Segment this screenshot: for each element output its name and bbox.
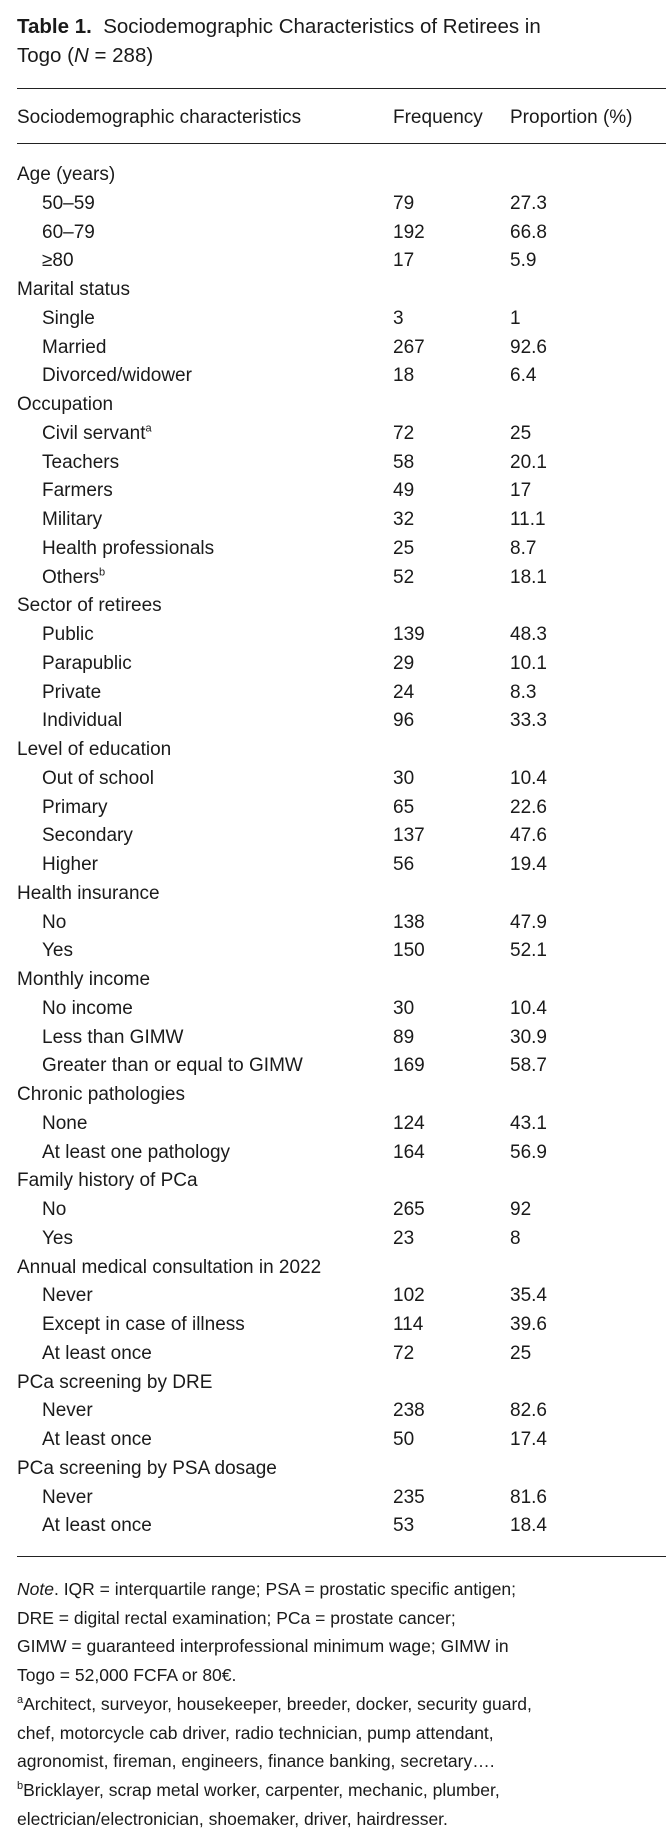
- category-label: [42, 679, 101, 708]
- frequency-cell: 192: [393, 221, 425, 243]
- proportion-cell: 10.1: [510, 652, 547, 674]
- category-text: Parapublic: [42, 652, 132, 674]
- proportion-cell: 48.3: [510, 624, 547, 645]
- header-frequency: Frequency: [393, 107, 483, 128]
- category-label: [42, 851, 98, 880]
- proportion-cell: 5.9: [510, 250, 537, 272]
- category-label: [42, 822, 133, 851]
- footnote-a-line: chef, motorcycle cab driver, radio technician, pump attendant,: [17, 1722, 494, 1743]
- footnote-mark: b: [99, 566, 106, 579]
- footnote-text: Bricklayer, scrap metal worker, carpenter, mechanic, plumber,: [23, 1779, 500, 1800]
- table-row: [0, 1196, 672, 1225]
- proportion-cell: 66.8: [510, 221, 547, 243]
- frequency-cell: 267: [393, 336, 425, 358]
- category-label: [42, 477, 113, 506]
- proportion-cell: 47.6: [510, 825, 547, 847]
- category-text: At least once: [42, 1429, 152, 1450]
- category-label: [42, 1397, 93, 1426]
- header-characteristics: Sociodemographic characteristics: [17, 107, 302, 128]
- proportion-cell: 82.6: [510, 1400, 547, 1422]
- category-label: [42, 362, 192, 391]
- frequency-cell: 235: [393, 1486, 425, 1508]
- category-label: [42, 1311, 245, 1340]
- table-row: [0, 1225, 672, 1254]
- table-row: [0, 707, 672, 736]
- frequency-cell: 96: [393, 710, 415, 732]
- table-row: [0, 1282, 672, 1311]
- category-text: Greater than or equal to GIMW: [42, 1055, 303, 1077]
- table-row: [0, 564, 672, 593]
- sample-size-value: = 288): [88, 44, 154, 67]
- category-label: [42, 1340, 152, 1369]
- group-label: Family history of PCa: [17, 1170, 198, 1192]
- frequency-cell: 89: [393, 1026, 415, 1048]
- table-row: [0, 1052, 672, 1081]
- table-row: [0, 1512, 672, 1541]
- category-label: [42, 707, 122, 736]
- category-text: 50–59: [42, 192, 95, 214]
- category-label: [42, 1196, 66, 1225]
- frequency-cell: 72: [393, 1342, 415, 1364]
- category-text: Less than GIMW: [42, 1026, 184, 1048]
- category-text: Teachers: [42, 451, 120, 473]
- proportion-cell: 19.4: [510, 854, 547, 875]
- footnote-mark: b: [17, 1780, 24, 1793]
- category-text: No income: [42, 997, 133, 1019]
- sample-size-symbol: N: [73, 44, 89, 67]
- category-label: [42, 247, 74, 276]
- table-row: [0, 794, 672, 823]
- table-label: Table 1.: [17, 15, 92, 38]
- frequency-cell: 3: [393, 307, 404, 329]
- note-line: Togo = 52,000 FCFA or 80€.: [17, 1665, 237, 1686]
- frequency-cell: 169: [393, 1055, 425, 1077]
- category-text: Yes: [42, 940, 73, 962]
- table-row: [0, 219, 672, 248]
- category-text: 60–79: [42, 221, 95, 243]
- proportion-cell: 39.6: [510, 1314, 547, 1335]
- table-row: [0, 1110, 672, 1139]
- proportion-cell: 8.3: [510, 681, 537, 703]
- frequency-cell: 138: [393, 911, 425, 933]
- proportion-cell: 18.1: [510, 566, 547, 588]
- category-label: [42, 1512, 152, 1541]
- category-label: [42, 937, 73, 966]
- category-text: Yes: [42, 1227, 73, 1249]
- category-label: [42, 1484, 93, 1513]
- proportion-cell: 10.4: [510, 767, 547, 789]
- footnote-b: [17, 1776, 667, 1805]
- frequency-cell: 50: [393, 1429, 415, 1450]
- category-label: [42, 564, 105, 593]
- table-row: [0, 449, 672, 478]
- group-label: Chronic pathologies: [17, 1084, 185, 1105]
- table-row: [0, 1340, 672, 1369]
- group-label: PCa screening by PSA dosage: [17, 1457, 277, 1479]
- frequency-cell: 137: [393, 825, 425, 847]
- proportion-cell: 30.9: [510, 1026, 547, 1048]
- table-caption-line1: Sociodemographic Characteristics of Retirees in: [103, 15, 541, 38]
- bottom-rule: [17, 1556, 666, 1557]
- category-text: Private: [42, 681, 102, 703]
- proportion-cell: 17: [510, 480, 532, 502]
- frequency-cell: 79: [393, 192, 415, 214]
- proportion-cell: 6.4: [510, 365, 537, 387]
- group-label: Health insurance: [17, 882, 160, 904]
- note-line: DRE = digital rectal examination; PCa = prostate cancer;: [17, 1607, 456, 1628]
- note-line: GIMW = guaranteed interprofessional minimum wage; GIMW in: [17, 1636, 509, 1657]
- proportion-cell: 33.3: [510, 710, 547, 732]
- category-text: At least one pathology: [42, 1141, 231, 1163]
- proportion-cell: 10.4: [510, 997, 547, 1019]
- category-text: No: [42, 911, 67, 933]
- group-label: Annual medical consultation in 2022: [17, 1256, 322, 1278]
- category-label: [42, 650, 132, 679]
- category-label: [42, 1139, 230, 1168]
- proportion-cell: 1: [510, 307, 521, 329]
- table-row: [0, 247, 672, 276]
- frequency-cell: 23: [393, 1227, 415, 1249]
- category-text: Married: [42, 336, 107, 358]
- category-text: At least once: [42, 1515, 152, 1537]
- table-row: [0, 1311, 672, 1340]
- note-label: Note: [17, 1579, 54, 1599]
- category-text: Civil servant: [42, 422, 146, 444]
- group-header-row: [0, 736, 672, 765]
- frequency-cell: 265: [393, 1199, 425, 1220]
- category-label: [42, 420, 152, 449]
- group-header-row: [0, 1081, 672, 1110]
- proportion-cell: 18.4: [510, 1515, 547, 1537]
- table-row: [0, 822, 672, 851]
- category-text: Military: [42, 509, 103, 530]
- frequency-cell: 56: [393, 854, 415, 875]
- group-label: Sector of retirees: [17, 595, 162, 617]
- category-text: Public: [42, 624, 94, 645]
- group-header-row: [0, 1369, 672, 1398]
- category-label: [42, 1110, 87, 1139]
- group-header-row: [0, 966, 672, 995]
- proportion-cell: 35.4: [510, 1285, 547, 1307]
- frequency-cell: 49: [393, 480, 415, 502]
- proportion-cell: 92.6: [510, 336, 547, 358]
- frequency-cell: 30: [393, 767, 415, 789]
- table-row: [0, 937, 672, 966]
- footnote-b-line: electrician/electronician, shoemaker, driver, hairdresser.: [17, 1808, 448, 1829]
- proportion-cell: 8: [510, 1227, 521, 1249]
- proportion-cell: 47.9: [510, 911, 547, 933]
- frequency-cell: 65: [393, 796, 415, 818]
- table-row: [0, 650, 672, 679]
- category-label: [42, 1052, 303, 1081]
- table-row: [0, 621, 672, 650]
- category-label: [42, 305, 95, 334]
- group-header-row: [0, 880, 672, 909]
- table-notes: [17, 1575, 667, 1833]
- table-body: [0, 161, 672, 1541]
- category-label: [42, 621, 94, 650]
- group-header-row: [0, 161, 672, 190]
- proportion-cell: 25: [510, 422, 532, 444]
- proportion-cell: 8.7: [510, 537, 537, 559]
- table-row: [0, 1397, 672, 1426]
- category-label: [42, 1225, 73, 1254]
- category-text: Others: [42, 566, 100, 588]
- group-header-row: [0, 1254, 672, 1283]
- frequency-cell: 52: [393, 566, 415, 588]
- group-label: Monthly income: [17, 969, 151, 990]
- frequency-cell: 25: [393, 537, 415, 559]
- table-row: [0, 477, 672, 506]
- group-label: Occupation: [17, 394, 114, 415]
- proportion-cell: 43.1: [510, 1112, 547, 1134]
- category-text: No: [42, 1199, 67, 1220]
- category-text: Single: [42, 307, 95, 329]
- table-row: [0, 334, 672, 363]
- note-text: . IQR = interquartile range; PSA = prostatic specific antigen;: [53, 1579, 517, 1599]
- table-row: [0, 1139, 672, 1168]
- category-label: [42, 506, 102, 535]
- table-row: [0, 190, 672, 219]
- category-text: Divorced/widower: [42, 365, 192, 387]
- category-text: Never: [42, 1400, 93, 1422]
- table-row: [0, 1426, 672, 1455]
- category-text: Out of school: [42, 767, 154, 789]
- category-text: Individual: [42, 710, 123, 732]
- category-text: Farmers: [42, 480, 113, 502]
- footnote-a: [17, 1690, 667, 1719]
- table-row: [0, 1024, 672, 1053]
- category-label: [42, 190, 95, 219]
- category-text: Health professionals: [42, 537, 215, 559]
- category-label: [42, 995, 133, 1024]
- category-label: [42, 794, 107, 823]
- category-text: Secondary: [42, 825, 133, 847]
- group-label: Marital status: [17, 279, 130, 300]
- frequency-cell: 32: [393, 509, 415, 530]
- footnote-mark: a: [17, 1693, 24, 1706]
- category-text: Never: [42, 1486, 93, 1508]
- proportion-cell: 17.4: [510, 1429, 547, 1450]
- frequency-cell: 102: [393, 1285, 425, 1307]
- frequency-cell: 29: [393, 652, 415, 674]
- category-label: [42, 765, 154, 794]
- table-row: [0, 765, 672, 794]
- proportion-cell: 52.1: [510, 940, 547, 962]
- category-label: [42, 1282, 93, 1311]
- footnote-text: Architect, surveyor, housekeeper, breeder, docker, security guard,: [23, 1693, 532, 1714]
- proportion-cell: 27.3: [510, 192, 547, 214]
- group-label: PCa screening by DRE: [17, 1371, 213, 1393]
- category-label: [42, 1426, 152, 1455]
- category-label: [42, 334, 106, 363]
- top-rule: [17, 88, 666, 89]
- table-caption-line2: Togo (: [17, 44, 74, 67]
- note-line: [17, 1575, 667, 1604]
- proportion-cell: 20.1: [510, 451, 547, 473]
- category-text: Never: [42, 1285, 93, 1307]
- frequency-cell: 17: [393, 250, 415, 272]
- table-row: [0, 362, 672, 391]
- group-label: Level of education: [17, 739, 172, 760]
- header-rule: [17, 143, 666, 144]
- category-label: [42, 1024, 184, 1053]
- proportion-cell: 25: [510, 1342, 532, 1364]
- table-row: [0, 506, 672, 535]
- group-header-row: [0, 592, 672, 621]
- category-text: ≥80: [42, 250, 74, 272]
- frequency-cell: 58: [393, 451, 415, 473]
- frequency-cell: 150: [393, 940, 425, 962]
- frequency-cell: 53: [393, 1515, 415, 1537]
- frequency-cell: 72: [393, 422, 415, 444]
- table-row: [0, 995, 672, 1024]
- group-header-row: [0, 1455, 672, 1484]
- category-text: Primary: [42, 796, 108, 818]
- footnote-mark: a: [145, 422, 152, 435]
- table-row: [0, 679, 672, 708]
- proportion-cell: 56.9: [510, 1141, 547, 1163]
- header-proportion: Proportion (%): [510, 107, 633, 128]
- category-text: Except in case of illness: [42, 1314, 245, 1335]
- category-label: [42, 449, 119, 478]
- table-row: [0, 535, 672, 564]
- table-row: [0, 909, 672, 938]
- footnote-a-line: agronomist, fireman, engineers, finance banking, secretary….: [17, 1751, 495, 1772]
- table-title: [17, 12, 657, 70]
- table-row: [0, 305, 672, 334]
- proportion-cell: 58.7: [510, 1055, 547, 1077]
- table-row: [0, 420, 672, 449]
- group-header-row: [0, 391, 672, 420]
- group-header-row: [0, 1167, 672, 1196]
- proportion-cell: 11.1: [510, 509, 546, 530]
- group-label: Age (years): [17, 164, 116, 185]
- frequency-cell: 139: [393, 624, 425, 645]
- proportion-cell: 81.6: [510, 1486, 547, 1508]
- category-label: [42, 909, 66, 938]
- frequency-cell: 164: [393, 1141, 425, 1163]
- proportion-cell: 22.6: [510, 796, 547, 818]
- frequency-cell: 24: [393, 681, 415, 703]
- group-header-row: [0, 276, 672, 305]
- table-row: [0, 851, 672, 880]
- category-label: [42, 535, 214, 564]
- frequency-cell: 124: [393, 1112, 425, 1134]
- frequency-cell: 30: [393, 997, 415, 1019]
- category-label: [42, 219, 95, 248]
- frequency-cell: 114: [393, 1314, 424, 1335]
- table-row: [0, 1484, 672, 1513]
- frequency-cell: 18: [393, 365, 415, 387]
- category-text: At least once: [42, 1342, 152, 1364]
- proportion-cell: 92: [510, 1199, 532, 1220]
- frequency-cell: 238: [393, 1400, 425, 1422]
- category-text: None: [42, 1112, 88, 1134]
- category-text: Higher: [42, 854, 98, 875]
